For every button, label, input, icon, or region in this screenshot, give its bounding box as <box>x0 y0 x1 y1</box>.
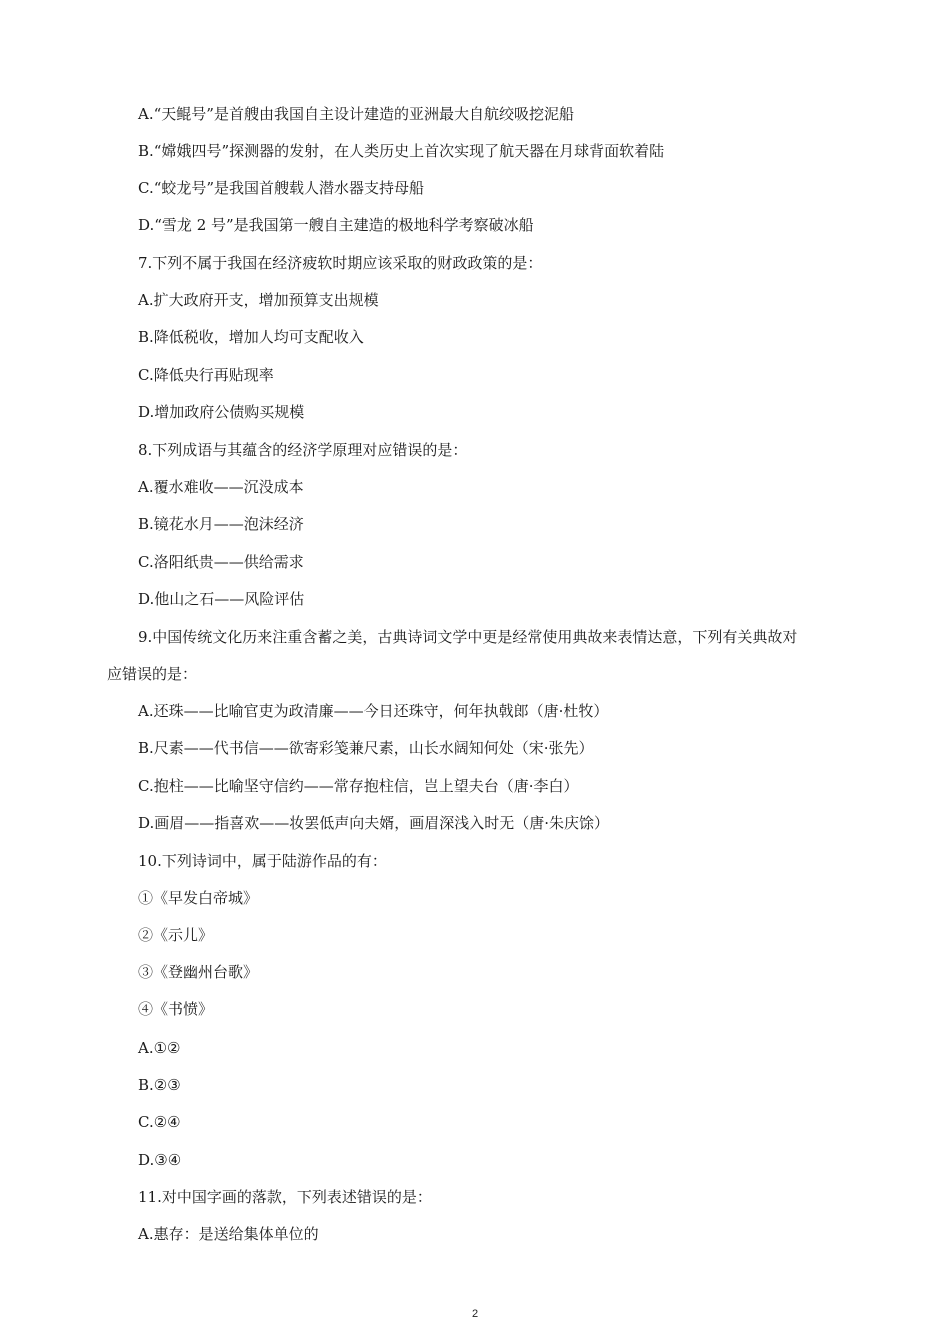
poem-item-4: ④《书愤》 <box>138 1000 214 1018</box>
option-10c: C.②④ <box>138 1113 181 1131</box>
question-8: 8.下列成语与其蕴含的经济学原理对应错误的是： <box>138 441 468 459</box>
poem-item-2: ②《示儿》 <box>138 926 214 944</box>
option-6d: D.“雪龙 2 号”是我国第一艘自主建造的极地科学考察破冰船 <box>138 216 534 234</box>
option-9d: D.画眉——指喜欢——妆罢低声向夫婿，画眉深浅入时无（唐·朱庆馀） <box>138 814 610 832</box>
question-9: 9.中国传统文化历来注重含蓄之美，古典诗词文学中更是经常使用典故来表情达意，下列有关典故对 <box>138 628 798 646</box>
option-7d: D.增加政府公债购买规模 <box>138 403 305 421</box>
option-7c: C.降低央行再贴现率 <box>138 366 274 384</box>
option-9a: A.还珠——比喻官吏为政清廉——今日还珠守，何年执戟郎（唐·杜牧） <box>138 702 609 720</box>
question-10: 10.下列诗词中，属于陆游作品的有： <box>138 852 387 870</box>
option-7b: B.降低税收，增加人均可支配收入 <box>138 328 364 346</box>
option-9b: B.尺素——代书信——欲寄彩笺兼尺素，山长水阔知何处（宋·张先） <box>138 739 594 757</box>
poem-item-3: ③《登幽州台歌》 <box>138 963 259 981</box>
option-8a: A.覆水难收——沉没成本 <box>138 478 304 496</box>
question-9-continued: 应错误的是： <box>107 665 198 683</box>
option-6a: A.“天鲲号”是首艘由我国自主设计建造的亚洲最大自航绞吸挖泥船 <box>138 105 574 123</box>
page-number: 2 <box>471 1308 479 1320</box>
question-7: 7.下列不属于我国在经济疲软时期应该采取的财政政策的是： <box>138 254 543 272</box>
option-6c: C.“蛟龙号”是我国首艘载人潜水器支持母船 <box>138 179 425 197</box>
option-7a: A.扩大政府开支，增加预算支出规模 <box>138 291 379 309</box>
option-10b: B.②③ <box>138 1076 181 1094</box>
option-9c: C.抱柱——比喻坚守信约——常存抱柱信，岂上望夫台（唐·李白） <box>138 777 579 795</box>
option-10a: A.①② <box>138 1039 181 1057</box>
option-8d: D.他山之石——风险评估 <box>138 590 305 608</box>
option-11a: A.惠存：是送给集体单位的 <box>138 1225 319 1243</box>
question-11: 11.对中国字画的落款，下列表述错误的是： <box>138 1188 432 1206</box>
poem-item-1: ①《早发白帝城》 <box>138 889 259 907</box>
option-8c: C.洛阳纸贵——供给需求 <box>138 553 304 571</box>
option-10d: D.③④ <box>138 1151 182 1169</box>
option-8b: B.镜花水月——泡沫经济 <box>138 515 304 533</box>
option-6b: B.“嫦娥四号”探测器的发射，在人类历史上首次实现了航天器在月球背面软着陆 <box>138 142 665 160</box>
